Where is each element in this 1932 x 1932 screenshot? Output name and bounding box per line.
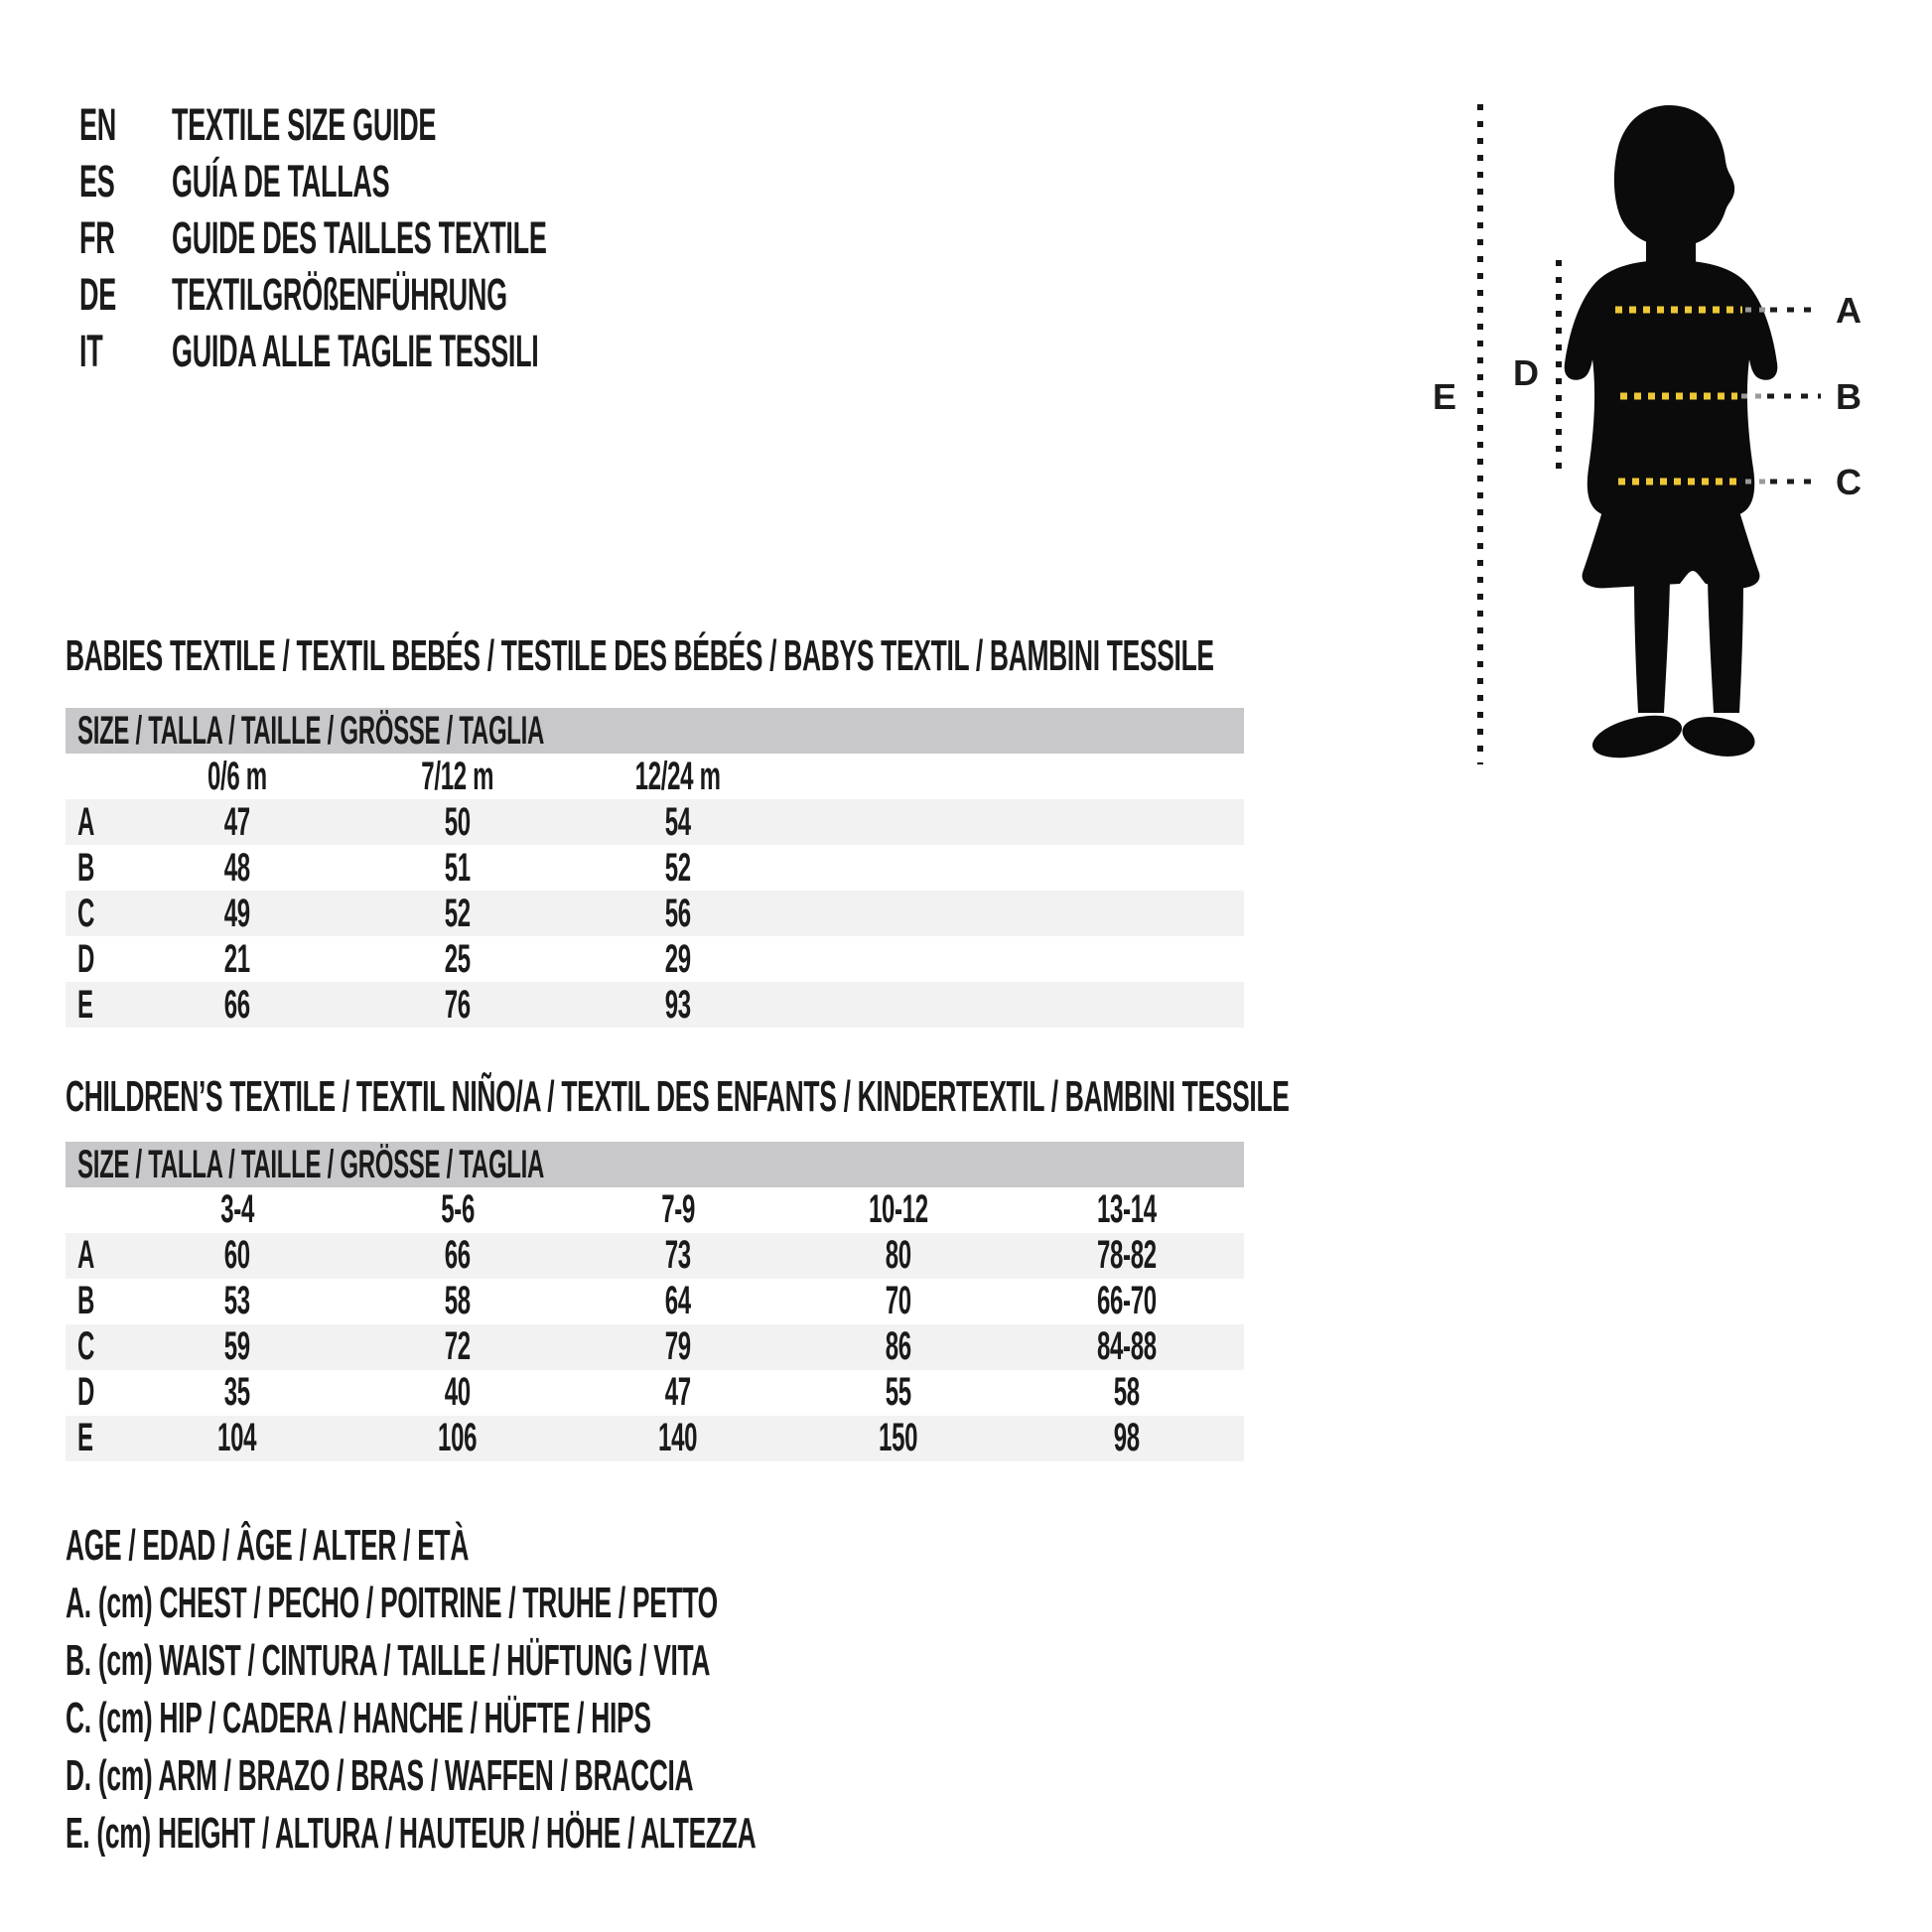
- language-title: GUÍA DE TALLAS: [172, 155, 390, 207]
- language-code: ES: [79, 155, 115, 207]
- row-label: A: [77, 1233, 95, 1278]
- language-title: TEXTILGRÖßENFÜHRUNG: [172, 268, 507, 320]
- size-cell: 66: [444, 1233, 472, 1278]
- legend-line-arm: D. (cm) ARM / BRAZO / BRAS / WAFFEN / BRACCIA: [66, 1751, 694, 1800]
- table-row: [66, 1416, 1244, 1461]
- size-cell: 78-82: [1096, 1233, 1157, 1278]
- children-section-heading: CHILDREN’S TEXTILE / TEXTIL NIÑO/A / TEXTIL DES ENFANTS / KINDERTEXTIL / BAMBINI TESSILE: [66, 1072, 1290, 1121]
- column-header: 13-14: [1096, 1187, 1157, 1232]
- size-cell: 73: [664, 1233, 692, 1278]
- size-cell: 150: [879, 1416, 918, 1460]
- legend-line-chest: A. (cm) CHEST / PECHO / POITRINE / TRUHE / PETTO: [66, 1579, 718, 1627]
- size-cell: 48: [223, 845, 251, 890]
- row-label: B: [77, 845, 95, 890]
- row-label: E: [77, 982, 93, 1027]
- language-code: IT: [79, 325, 103, 376]
- language-code: FR: [79, 211, 115, 263]
- column-header: 7-9: [661, 1187, 695, 1232]
- size-cell: 47: [223, 799, 251, 844]
- size-cell: 79: [664, 1324, 692, 1369]
- size-cell: 58: [444, 1279, 472, 1323]
- table-row: [66, 799, 1244, 845]
- figure-label-b: B: [1836, 376, 1862, 417]
- legend-line-waist: B. (cm) WAIST / CINTURA / TAILLE / HÜFTUNG / VITA: [66, 1636, 711, 1685]
- size-cell: 106: [438, 1416, 478, 1460]
- row-label: D: [77, 936, 95, 981]
- size-cell: 52: [664, 845, 692, 890]
- figure-label-d: D: [1513, 352, 1539, 393]
- size-cell: 40: [444, 1370, 472, 1415]
- language-row-fr: [79, 209, 796, 266]
- table-row: [66, 891, 1244, 936]
- table-row: [66, 936, 1244, 982]
- row-label: B: [77, 1279, 95, 1323]
- figure-label-e: E: [1432, 376, 1457, 417]
- figure-label-a: A: [1836, 290, 1862, 331]
- table-row: [66, 982, 1244, 1028]
- size-cell: 86: [885, 1324, 912, 1369]
- language-code: DE: [79, 268, 116, 320]
- size-cell: 50: [444, 799, 472, 844]
- figure-label-c: C: [1836, 462, 1862, 502]
- language-title: TEXTILE SIZE GUIDE: [172, 98, 437, 150]
- row-label: A: [77, 799, 95, 844]
- language-row-it: [79, 323, 796, 379]
- table-row: [66, 845, 1244, 891]
- size-cell: 72: [444, 1324, 472, 1369]
- size-cell: 66: [223, 982, 251, 1027]
- size-cell: 51: [444, 845, 472, 890]
- size-cell: 35: [223, 1370, 251, 1415]
- size-cell: 58: [1113, 1370, 1140, 1415]
- column-header-row: [66, 1187, 1244, 1233]
- children-size-table: [66, 1142, 1244, 1461]
- table-header-bar: SIZE / TALLA / TAILLE / GRÖSSE / TAGLIA: [66, 1142, 1244, 1187]
- legend-line-hip: C. (cm) HIP / CADERA / HANCHE / HÜFTE / HIPS: [66, 1694, 651, 1742]
- size-cell: 52: [444, 891, 472, 935]
- size-cell: 55: [885, 1370, 912, 1415]
- size-cell: 64: [664, 1279, 692, 1323]
- table-row: [66, 1370, 1244, 1416]
- size-cell: 140: [658, 1416, 698, 1460]
- column-header: 12/24 m: [635, 754, 721, 798]
- size-cell: 66-70: [1096, 1279, 1157, 1323]
- language-title: GUIDE DES TAILLES TEXTILE: [172, 211, 547, 263]
- size-cell: 54: [664, 799, 692, 844]
- table-row: [66, 1233, 1244, 1279]
- size-cell: 76: [444, 982, 472, 1027]
- column-header: 10-12: [869, 1187, 928, 1232]
- size-cell: 29: [664, 936, 692, 981]
- size-cell: 53: [223, 1279, 251, 1323]
- table-header-bar: SIZE / TALLA / TAILLE / GRÖSSE / TAGLIA: [66, 708, 1244, 754]
- size-cell: 104: [217, 1416, 257, 1460]
- size-cell: 59: [223, 1324, 251, 1369]
- language-row-de: [79, 266, 796, 323]
- row-label: D: [77, 1370, 95, 1415]
- measurement-legend: [66, 1517, 1216, 1863]
- column-header: 0/6 m: [207, 754, 267, 798]
- language-title: GUIDA ALLE TAGLIE TESSILI: [172, 325, 539, 376]
- size-cell: 49: [223, 891, 251, 935]
- size-cell: 80: [885, 1233, 912, 1278]
- size-cell: 25: [444, 936, 472, 981]
- column-header-row: [66, 754, 1244, 799]
- size-cell: 21: [223, 936, 251, 981]
- table-row: [66, 1324, 1244, 1370]
- language-title-list: [79, 96, 796, 379]
- table-row: [66, 1279, 1244, 1324]
- size-cell: 98: [1113, 1416, 1140, 1460]
- babies-section-heading: BABIES TEXTILE / TEXTIL BEBÉS / TESTILE DES BÉBÉS / BABYS TEXTIL / BAMBINI TESSILE: [66, 631, 1214, 680]
- babies-size-table: [66, 708, 1244, 1028]
- size-cell: 84-88: [1096, 1324, 1157, 1369]
- size-cell: 70: [885, 1279, 912, 1323]
- row-label: C: [77, 891, 95, 935]
- column-header: 3-4: [220, 1187, 254, 1232]
- legend-line-height: E. (cm) HEIGHT / ALTURA / HAUTEUR / HÖHE / ALTEZZA: [66, 1809, 757, 1858]
- language-row-en: [79, 96, 796, 153]
- size-cell: 93: [664, 982, 692, 1027]
- column-header: 5-6: [441, 1187, 475, 1232]
- size-cell: 60: [223, 1233, 251, 1278]
- size-cell: 56: [664, 891, 692, 935]
- row-label: E: [77, 1416, 93, 1460]
- language-row-es: [79, 153, 796, 209]
- row-label: C: [77, 1324, 95, 1369]
- language-code: EN: [79, 98, 116, 150]
- size-cell: 47: [664, 1370, 692, 1415]
- column-header: 7/12 m: [421, 754, 494, 798]
- legend-line-age: AGE / EDAD / ÂGE / ALTER / ETÀ: [66, 1521, 470, 1570]
